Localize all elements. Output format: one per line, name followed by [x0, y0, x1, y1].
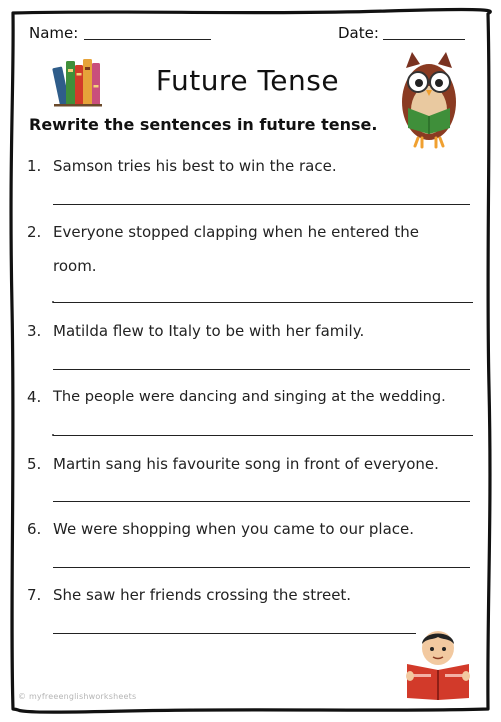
question-text: She saw her friends crossing the street. [53, 586, 352, 604]
question-text: Matilda flew to Italy to be with her family. [53, 322, 365, 340]
question-text: Samson tries his best to win the race. [53, 157, 337, 175]
watermark: © myfreeenglishworksheets [18, 692, 137, 701]
question-text: We were shopping when you came to our place. [53, 520, 415, 538]
question-text: Martin sang his favourite song in front of everyone. [53, 455, 439, 473]
question-text: The people were dancing and singing at the wedding. [53, 388, 446, 405]
answer-line-2[interactable] [53, 302, 473, 303]
answer-line-4[interactable] [53, 435, 473, 436]
question-number: 5. [27, 455, 42, 473]
question-text: room. [53, 257, 97, 275]
name-label: Name: [29, 24, 79, 42]
owl-reading-icon [396, 50, 462, 150]
answer-line-1[interactable] [53, 204, 470, 205]
question-number: 4. [27, 388, 42, 406]
answer-line-6[interactable] [53, 567, 470, 568]
instructions: Rewrite the sentences in future tense. [29, 115, 378, 134]
answer-line-7[interactable] [53, 633, 416, 634]
name-input-line[interactable] [84, 39, 211, 40]
boy-reading-icon [403, 628, 473, 700]
question-number: 7. [27, 586, 42, 604]
question-number: 2. [27, 223, 42, 241]
answer-line-3[interactable] [53, 369, 470, 370]
question-number: 1. [27, 157, 42, 175]
question-number: 3. [27, 322, 42, 340]
question-number: 6. [27, 520, 42, 538]
answer-line-5[interactable] [53, 501, 470, 502]
date-input-line[interactable] [383, 39, 465, 40]
question-text: Everyone stopped clapping when he entered the [53, 223, 419, 241]
date-label: Date: [338, 24, 379, 42]
page-title: Future Tense [155, 64, 340, 97]
